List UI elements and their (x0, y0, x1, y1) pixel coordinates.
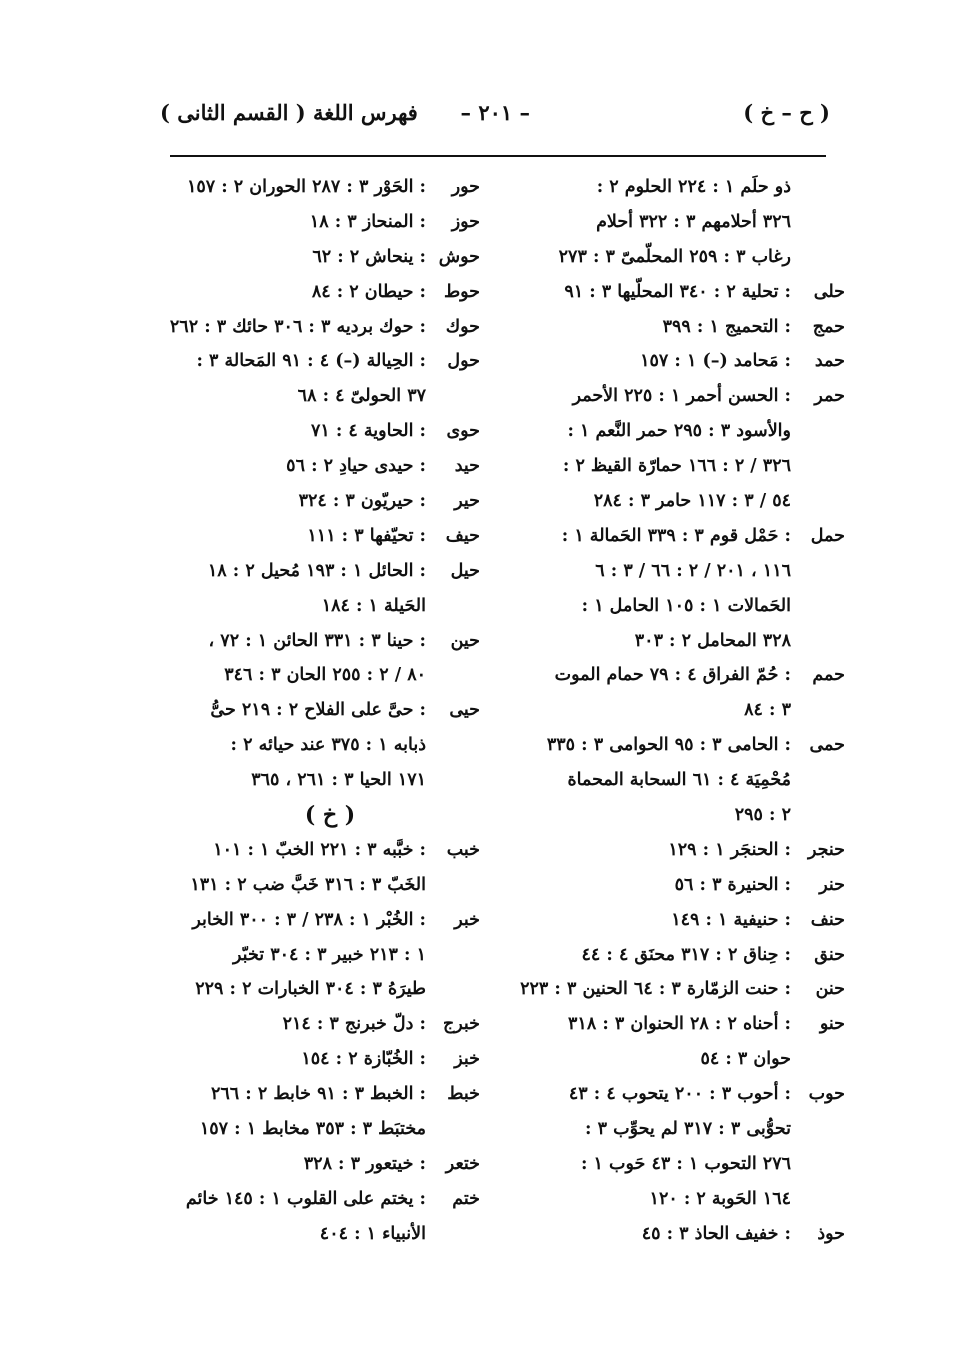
index-entry-line (535, 484, 845, 519)
entry-root-word: خبط (447, 1084, 480, 1105)
entry-root-word: حمد (814, 351, 845, 372)
section-letter-heading: ( خ ) (304, 802, 356, 829)
index-entry-line (180, 624, 480, 659)
index-entry-line (535, 1077, 845, 1112)
entry-references: : الخُبْر ١ : ٢٣٨ / ٣ : ٣٠٠ الخابر (192, 909, 426, 930)
entry-root-word: حمر (814, 386, 845, 407)
entry-references: الخَبّ ٣ : ٣١٦ خَبَّ ضب ٢ : ١٣١ (190, 874, 426, 895)
entry-references: : مَحامد (–) ١ : ١٥٧ (640, 351, 791, 372)
entry-references: ٣٢٦ أحلامهم ٣ : ٣٢٢ أحلام (596, 211, 791, 232)
entry-references: : أحوب ٣ : ٢٠٠ يتحوب ٤ : ٤٣ (568, 1084, 791, 1105)
index-entry-line (180, 344, 480, 379)
entry-root-word: حير (454, 491, 480, 512)
entry-references: ذبابه ١ : ٣٧٥ عند حيائه ٢ : (230, 735, 426, 756)
entry-references: : حوك برديه ٣ : ٣٠٦ حائك ٣ : ٢٦٢ (169, 316, 426, 337)
index-entry-line (535, 903, 845, 938)
index-entry-line (535, 1147, 845, 1182)
entry-root-word: حول (447, 351, 480, 372)
index-entry-line (535, 1182, 845, 1217)
entry-references: : الحاوية ٤ : ٧١ (310, 421, 426, 442)
entry-references: : أحناه ٢ : ٢٨ الحنوان ٣ : ٣١٨ (568, 1014, 791, 1035)
entry-root-word: حمم (812, 665, 845, 686)
entry-references: ٣ : ٨٤ (744, 700, 791, 721)
entry-references: ٢ : ٢٩٥ (734, 805, 791, 826)
entry-root-word: حيف (445, 525, 480, 546)
entry-references: : حنت الزمّارة ٣ : ٦٤ الحنين ٣ : ٢٢٣ (520, 979, 791, 1000)
entry-root-word: حنف (810, 909, 845, 930)
entry-root-word: حنن (815, 979, 845, 1000)
index-entry-line (169, 310, 480, 345)
entry-root-word: حوك (445, 316, 480, 337)
entry-root-word: خبب (446, 839, 480, 860)
entry-root-word: حين (450, 630, 480, 651)
page-header (160, 100, 830, 140)
entry-references: ٣٢٦ / ٢ : ١٦٦ حمارّة القيظ ٢ : (562, 456, 791, 477)
entry-references: : الحنيرة ٣ : ٥٦ (674, 874, 791, 895)
index-entry-line (535, 798, 845, 833)
index-entry-line (535, 344, 845, 379)
index-entry-line (535, 1007, 845, 1042)
index-entry-line (180, 1112, 480, 1147)
index-entry-line (180, 868, 480, 903)
index-entry-line (535, 205, 845, 240)
index-entry-line (535, 1217, 845, 1252)
index-entry-line (535, 763, 845, 798)
index-column-right (520, 170, 845, 1252)
entry-references: : المنحاز ٣ : ١٨ (309, 211, 426, 232)
index-entry-line (180, 240, 480, 275)
entry-references: ٢٧٦ التحوب ١ : ٤٣ حَوب ١ : (580, 1153, 791, 1174)
entry-references: الأنبياء ١ : ٤٠٤ (319, 1223, 426, 1244)
index-entry-line (535, 519, 845, 554)
entry-references: : الحنجَر ١ : ١٢٩ (668, 839, 791, 860)
entry-references: رغاب ٣ : ٢٥٩ المحلّمىّ ٣ : ٢٧٣ (558, 246, 791, 267)
index-entry-line (535, 1112, 845, 1147)
entry-references: : حنيفية ١ : ١٤٩ (671, 909, 791, 930)
entry-root-word: حوش (438, 246, 480, 267)
entry-root-word: حمج (812, 316, 845, 337)
index-entry-line (180, 519, 480, 554)
index-entry-line (180, 1147, 480, 1182)
header-section-letters: ( ح – خ ) (743, 100, 830, 125)
entry-references: : الحَوْر ٣ : ٢٨٧ الحوران ٢ : ١٥٧ (186, 177, 426, 197)
entry-references: : حِناق ٢ : ٣١٧ محنَق ٤ : ٤٤ (581, 944, 791, 965)
index-entry-line (535, 624, 845, 659)
entry-root-word: حور (451, 177, 480, 197)
entry-references: : تحيّفها ٣ : ١١١ (307, 525, 426, 546)
index-entry-line (535, 658, 845, 693)
entry-root-word: حوط (443, 281, 480, 302)
index-entry-line (180, 903, 480, 938)
entry-references: : دلّ خبرنج ٣ : ٢١٤ (282, 1014, 426, 1035)
index-entry-line (535, 449, 845, 484)
index-entry-line (535, 379, 845, 414)
index-entry-line (180, 170, 480, 205)
index-entry-line (535, 938, 845, 973)
entry-root-word: حيل (450, 560, 480, 581)
index-entry-line (180, 275, 480, 310)
index-entry-line (180, 658, 480, 693)
index-entry-line (180, 728, 480, 763)
index-entry-line (180, 693, 480, 728)
index-entry-line (180, 1007, 480, 1042)
index-entry-line (535, 868, 845, 903)
index-entry-line (180, 763, 480, 798)
entry-references: ٣٢٨ المحامل ٢ : ٣٠٣ (634, 630, 791, 651)
entry-root-word: حوب (808, 1084, 845, 1105)
entry-root-word: حوز (451, 211, 480, 232)
entry-references: : الخبط ٣ : ٩١ خابط ٢ : ٢٦٦ (211, 1084, 426, 1105)
entry-references: : التحميج ١ : ٣٩٩ (662, 316, 791, 337)
entry-references: : الحائل ١ : ١٩٣ مُحيل ٢ : ١٨ (207, 560, 426, 581)
entry-references: ٣٧ الحولىّ ٤ : ٦٨ (297, 386, 426, 407)
index-entry-line (180, 554, 480, 589)
entry-references: طيرَهُ ٣ : ٣٠٤ الخبارات ٢ : ٢٢٩ (195, 979, 426, 1000)
entry-references: حوان ٣ : ٥٤ (700, 1049, 791, 1070)
entry-references: ١١٦ ، ٢٠١ / ٢ : ٦٦ / ٣ : ٦ (595, 560, 791, 581)
index-entry-line (180, 833, 480, 868)
entry-references: : تحلية ٢ : ٣٤٠ المحلّيها ٣ : ٩١ (564, 281, 791, 302)
index-entry-line (180, 1217, 480, 1252)
entry-references: ٥٤ / ٣ : ١١٧ حامر ٣ : ٢٨٤ (593, 491, 791, 512)
index-entry-line (535, 310, 845, 345)
header-divider (170, 155, 826, 157)
entry-root-word: ختم (452, 1188, 480, 1209)
entry-root-word: حيى (449, 700, 480, 721)
index-entry-line (180, 1042, 480, 1077)
index-entry-line (535, 414, 845, 449)
index-entry-line (180, 449, 480, 484)
entry-root-word: حلى (813, 281, 845, 302)
index-entry-line (535, 170, 845, 205)
index-entry-line (180, 1077, 480, 1112)
entry-references: : الخُبّازة ٢ : ١٥٤ (301, 1049, 426, 1070)
index-entry-line (535, 589, 845, 624)
entry-root-word: حنجر (807, 839, 845, 860)
entry-root-word: حنق (814, 944, 845, 965)
index-entry-line (535, 1042, 845, 1077)
entry-references: ١٧١ الحيا ٣ : ٢٦١ ، ٣٦٥ (251, 770, 426, 791)
entry-references: مختبَط ٣ : ٣٥٣ مخابط ١ : ١٥٧ (199, 1119, 426, 1140)
entry-references: : حينا ٣ : ٣٣١ الحائن ١ : ٧٢ ، (208, 630, 426, 651)
index-entry-line (535, 728, 845, 763)
entry-references: : الحِيالة (–) ٤ : ٩١ المَحالة ٣ : (196, 351, 426, 372)
entry-references: ٨٠ / ٢ : ٢٥٥ الحان ٣ : ٣٤٦ (224, 665, 426, 686)
entry-references: : حَمْل قوم ٣ : ٣٣٩ الحَمالة ١ : (561, 525, 791, 546)
entry-root-word: حوذ (817, 1223, 845, 1244)
entry-references: : يختم على القلوب ١ : ١٤٥ خائم (185, 1188, 426, 1209)
entry-references: : خيتعور ٣ : ٣٢٨ (303, 1153, 426, 1174)
entry-references: : الحامى ٣ : ٩٥ الحوامى ٣ : ٣٣٥ (546, 735, 791, 756)
entry-references: : حيريّون ٣ : ٣٢٤ (298, 491, 426, 512)
entry-references: ذو حلَم ١ : ٢٢٤ الحلوم ٢ : (596, 177, 791, 197)
entry-references: : خبَّبه ٣ : ٢٢١ الخبّ ١ : ١٠١ (213, 839, 426, 860)
entry-references: الحَيلة ١ : ١٨٤ (321, 595, 426, 616)
entry-references: : خفيف الحاذ ٣ : ٤٥ (641, 1223, 791, 1244)
entry-references: والأسود ٣ : ٢٩٥ حمر النَّعم ١ : (567, 421, 791, 442)
index-entry-line (180, 938, 480, 973)
entry-references: : حيطان ٢ : ٨٤ (311, 281, 426, 302)
entry-root-word: حنر (819, 874, 845, 895)
page-number: – ٢٠١ – (460, 100, 530, 125)
index-entry-line (180, 379, 480, 414)
entry-root-word: حمل (810, 525, 845, 546)
entry-root-word: خبر (454, 909, 480, 930)
index-entry-line (180, 414, 480, 449)
entry-references: تحوُّبى ٣ : ٣١٧ لم يحوِّب ٣ : (585, 1119, 791, 1140)
entry-references: ١ : ٢١٣ خبير ٣ : ٣٠٤ تخبّر (233, 944, 426, 965)
entry-root-word: ختعر (445, 1153, 480, 1174)
entry-root-word: حيد (454, 456, 480, 477)
entry-references: الحَمالات ١ : ١٠٥ الحامل ١ : (581, 595, 791, 616)
entry-references: : ينحاش ٢ : ٦٢ (312, 246, 426, 267)
index-entry-line (535, 240, 845, 275)
running-title: فهرس اللغة ( القسم الثانى ) (160, 100, 418, 125)
index-entry-line (535, 693, 845, 728)
index-entry-line (535, 275, 845, 310)
index-entry-line (180, 484, 480, 519)
index-entry-line (180, 205, 480, 240)
entry-references: : الحسن أحمر ١ : ٢٢٥ الأحمر (572, 386, 791, 407)
index-entry-line (535, 833, 845, 868)
index-entry-line (180, 589, 480, 624)
entry-root-word: حوى (446, 421, 480, 442)
entry-references: : حىَّ على الفلاح ٢ : ٢١٩ حىُّ (210, 700, 426, 721)
index-column-left (169, 170, 480, 1252)
index-entry-line (535, 554, 845, 589)
entry-references: مُحْمِيَة ٤ : ٦١ السحابة المحماة (567, 770, 791, 791)
entry-root-word: حنو (819, 1014, 845, 1035)
index-entry-line (180, 1182, 480, 1217)
entry-root-word: خبرج (442, 1014, 480, 1035)
entry-root-word: حمى (809, 735, 845, 756)
entry-root-word: خبز (454, 1049, 480, 1070)
entry-references: ١٦٤ الحَوبة ٢ : ١٢٠ (649, 1188, 791, 1209)
index-entry-line (180, 972, 480, 1007)
entry-references: : حُمّ الفراق ٤ : ٧٩ حمام الموت (554, 665, 791, 686)
entry-references: : حيدى حيادِ ٢ : ٥٦ (286, 456, 426, 477)
index-entry-line (520, 972, 845, 1007)
